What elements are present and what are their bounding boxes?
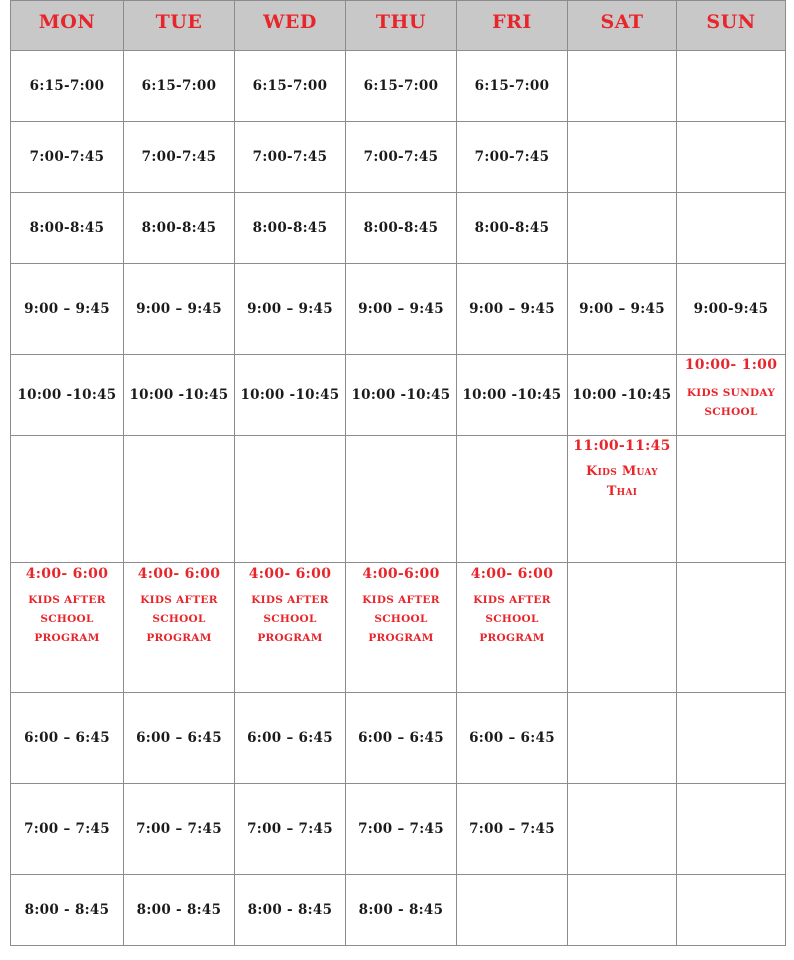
weekly-class-schedule bbox=[10, 0, 786, 946]
schedule-cell bbox=[677, 122, 786, 193]
schedule-cell bbox=[346, 436, 457, 563]
table-row bbox=[11, 563, 786, 693]
schedule-cell bbox=[11, 436, 124, 563]
kids-after-school-cell-mon bbox=[11, 563, 124, 693]
kids-after-school-time: 4:00- 6:00 bbox=[25, 566, 109, 582]
kids-after-school-label-line2: SCHOOL bbox=[485, 613, 539, 625]
table-row bbox=[11, 693, 786, 784]
kids-after-school-label-line2: SCHOOL bbox=[40, 613, 94, 625]
kids-after-school-cell-tue bbox=[124, 563, 235, 693]
day-header-mon: MON bbox=[11, 1, 124, 51]
schedule-cell: 10:00 -10:45 bbox=[124, 355, 235, 436]
kids-after-school-time: 4:00- 6:00 bbox=[470, 566, 554, 582]
schedule-cell: 7:00-7:45 bbox=[457, 122, 568, 193]
schedule-cell bbox=[677, 784, 786, 875]
schedule-cell: 8:00-8:45 bbox=[235, 193, 346, 264]
kids-after-school-label-line3: PROGRAM bbox=[146, 632, 212, 644]
kids-after-school-label-line1: KIDS AFTER bbox=[362, 594, 440, 606]
schedule-cell: 7:00-7:45 bbox=[235, 122, 346, 193]
schedule-cell: 8:00-8:45 bbox=[11, 193, 124, 264]
kids-after-school-time: 4:00- 6:00 bbox=[248, 566, 332, 582]
schedule-cell bbox=[677, 193, 786, 264]
table-row bbox=[11, 784, 786, 875]
schedule-cell: 9:00 – 9:45 bbox=[457, 264, 568, 355]
schedule-cell: 6:15-7:00 bbox=[11, 51, 124, 122]
schedule-cell: 10:00 -10:45 bbox=[457, 355, 568, 436]
kids-after-school-label-line3: PROGRAM bbox=[479, 632, 545, 644]
kids-after-school-label-line1: KIDS AFTER bbox=[140, 594, 218, 606]
day-header-wed: WED bbox=[235, 1, 346, 51]
schedule-cell: 10:00 -10:45 bbox=[11, 355, 124, 436]
schedule-cell bbox=[568, 51, 677, 122]
schedule-cell bbox=[457, 436, 568, 563]
schedule-cell bbox=[568, 563, 677, 693]
schedule-cell bbox=[568, 193, 677, 264]
schedule-cell: 6:00 – 6:45 bbox=[11, 693, 124, 784]
schedule-cell: 7:00 – 7:45 bbox=[346, 784, 457, 875]
kids-sunday-school-time: 10:00- 1:00 bbox=[684, 357, 778, 373]
schedule-cell: 7:00 – 7:45 bbox=[11, 784, 124, 875]
schedule-cell bbox=[235, 436, 346, 563]
kids-sunday-school-label-line1: KIDS SUNDAY bbox=[686, 387, 776, 399]
table-row bbox=[11, 264, 786, 355]
kids-muay-thai-time: 11:00-11:45 bbox=[573, 438, 671, 454]
kids-after-school-label-line3: PROGRAM bbox=[368, 632, 434, 644]
schedule-cell bbox=[568, 122, 677, 193]
schedule-cell: 8:00 - 8:45 bbox=[11, 875, 124, 946]
schedule-cell: 8:00 - 8:45 bbox=[346, 875, 457, 946]
schedule-cell: 9:00 – 9:45 bbox=[11, 264, 124, 355]
schedule-cell bbox=[677, 693, 786, 784]
table-row bbox=[11, 122, 786, 193]
schedule-cell: 9:00 – 9:45 bbox=[124, 264, 235, 355]
schedule-cell: 6:00 – 6:45 bbox=[124, 693, 235, 784]
schedule-cell: 9:00-9:45 bbox=[677, 264, 786, 355]
day-header-tue: TUE bbox=[124, 1, 235, 51]
table-row bbox=[11, 875, 786, 946]
schedule-cell: 6:00 – 6:45 bbox=[457, 693, 568, 784]
schedule-cell bbox=[568, 693, 677, 784]
day-header-sat: SAT bbox=[568, 1, 677, 51]
kids-after-school-cell-wed bbox=[235, 563, 346, 693]
kids-after-school-label-line1: KIDS AFTER bbox=[251, 594, 329, 606]
schedule-cell: 6:15-7:00 bbox=[346, 51, 457, 122]
kids-sunday-school-label-line2: SCHOOL bbox=[704, 406, 758, 418]
kids-after-school-label-line2: SCHOOL bbox=[263, 613, 317, 625]
schedule-cell bbox=[568, 875, 677, 946]
day-header-sun: SUN bbox=[677, 1, 786, 51]
day-header-row bbox=[11, 1, 786, 51]
schedule-cell: 7:00 – 7:45 bbox=[235, 784, 346, 875]
day-header-fri: FRI bbox=[457, 1, 568, 51]
schedule-cell: 6:00 – 6:45 bbox=[235, 693, 346, 784]
schedule-cell: 7:00-7:45 bbox=[11, 122, 124, 193]
schedule-cell bbox=[677, 51, 786, 122]
schedule-cell: 6:15-7:00 bbox=[124, 51, 235, 122]
schedule-cell: 9:00 – 9:45 bbox=[568, 264, 677, 355]
kids-muay-thai-label-line2: Thai bbox=[606, 484, 638, 499]
kids-after-school-label-line3: PROGRAM bbox=[34, 632, 100, 644]
kids-after-school-label-line2: SCHOOL bbox=[152, 613, 206, 625]
schedule-cell: 6:15-7:00 bbox=[457, 51, 568, 122]
schedule-cell: 6:15-7:00 bbox=[235, 51, 346, 122]
kids-after-school-time: 4:00-6:00 bbox=[362, 566, 440, 582]
kids-sunday-school-cell bbox=[677, 355, 786, 436]
kids-muay-thai-label-line1: Kids Muay bbox=[586, 464, 658, 479]
table-row bbox=[11, 355, 786, 436]
kids-after-school-label-line1: KIDS AFTER bbox=[473, 594, 551, 606]
kids-muay-thai-cell bbox=[568, 436, 677, 563]
schedule-cell: 7:00 – 7:45 bbox=[457, 784, 568, 875]
schedule-cell: 8:00-8:45 bbox=[124, 193, 235, 264]
schedule-cell: 7:00-7:45 bbox=[124, 122, 235, 193]
schedule-cell bbox=[677, 563, 786, 693]
schedule-cell: 8:00 - 8:45 bbox=[235, 875, 346, 946]
schedule-cell bbox=[124, 436, 235, 563]
schedule-cell: 9:00 – 9:45 bbox=[346, 264, 457, 355]
kids-after-school-label-line1: KIDS AFTER bbox=[28, 594, 106, 606]
schedule-cell: 8:00 - 8:45 bbox=[124, 875, 235, 946]
schedule-cell: 9:00 – 9:45 bbox=[235, 264, 346, 355]
schedule-cell bbox=[568, 784, 677, 875]
kids-after-school-label-line2: SCHOOL bbox=[374, 613, 428, 625]
kids-after-school-cell-fri bbox=[457, 563, 568, 693]
schedule-cell: 8:00-8:45 bbox=[346, 193, 457, 264]
schedule-cell: 8:00-8:45 bbox=[457, 193, 568, 264]
kids-after-school-label-line3: PROGRAM bbox=[257, 632, 323, 644]
schedule-cell: 7:00-7:45 bbox=[346, 122, 457, 193]
kids-after-school-time: 4:00- 6:00 bbox=[137, 566, 221, 582]
schedule-cell: 6:00 – 6:45 bbox=[346, 693, 457, 784]
table-row bbox=[11, 51, 786, 122]
kids-after-school-cell-thu bbox=[346, 563, 457, 693]
table-row bbox=[11, 436, 786, 563]
schedule-cell bbox=[677, 875, 786, 946]
schedule-cell: 10:00 -10:45 bbox=[235, 355, 346, 436]
day-header-thu: THU bbox=[346, 1, 457, 51]
schedule-cell bbox=[677, 436, 786, 563]
schedule-cell: 10:00 -10:45 bbox=[568, 355, 677, 436]
schedule-cell bbox=[457, 875, 568, 946]
schedule-cell: 10:00 -10:45 bbox=[346, 355, 457, 436]
schedule-cell: 7:00 – 7:45 bbox=[124, 784, 235, 875]
table-row bbox=[11, 193, 786, 264]
